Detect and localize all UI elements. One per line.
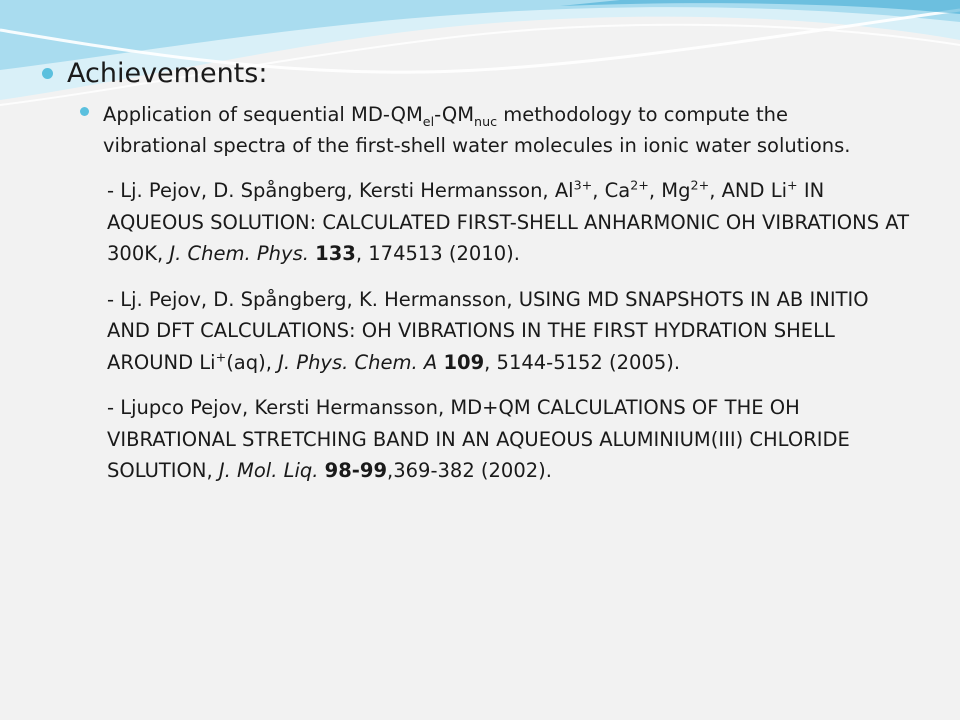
bullet-text: Application of sequential $MD-QM_{el}-QM_{nuc}$ methodology to compute the vibrational spectra of the first-shell water molecules in ionic water solutions. — [103, 103, 851, 157]
journal-volume: 98-99 — [324, 459, 388, 482]
journal-volume: 109 — [443, 350, 485, 374]
bullet-dot-icon — [80, 107, 89, 116]
reference-2: - Lj. Pejov, D. Spångberg, K. Hermansson, USING MD SNAPSHOTS IN AB INITIO AND DFT CALCULATIONS: OH VIBRATIONS IN THE FIRST HYDRATION SHELL AROUND Li+(aq), J. Phys. Chem. A 109, 5144-5152 (2005). — [107, 287, 869, 374]
reference-3: - Ljupco Pejov, Kersti Hermansson, MD+QM CALCULATIONS OF THE OH VIBRATIONAL STRETCHING BAND IN AN AQUEOUS ALUMINIUM(III) CHLORIDE SOLUTION, J. Mol. Liq. 98-99,369-382 (2002). — [107, 396, 850, 482]
journal-name: J. Mol. Liq. — [218, 459, 319, 482]
slide-content — [42, 58, 922, 487]
bullet-dot-icon — [42, 68, 53, 79]
achievement-bullet — [80, 99, 890, 161]
heading-text: Achievements: — [67, 58, 268, 89]
journal-name: J. Chem. Phys. — [169, 242, 309, 265]
journal-name: J. Phys. Chem. A — [278, 350, 438, 374]
reference-1: - Lj. Pejov, D. Spångberg, Kersti Hermansson, $Al^{3+}$, $Ca^{2+}$, $Mg^{2+}$, AND Li+ IN AQUEOUS SOLUTION: CALCULATED FIRST-SHELL ANHARMONIC OH VIBRATIONS AT 300K, J. Chem. Phys. 133, 174513 (2010). — [107, 177, 910, 265]
journal-volume: 133 — [315, 242, 356, 265]
achievements-heading — [42, 58, 922, 89]
